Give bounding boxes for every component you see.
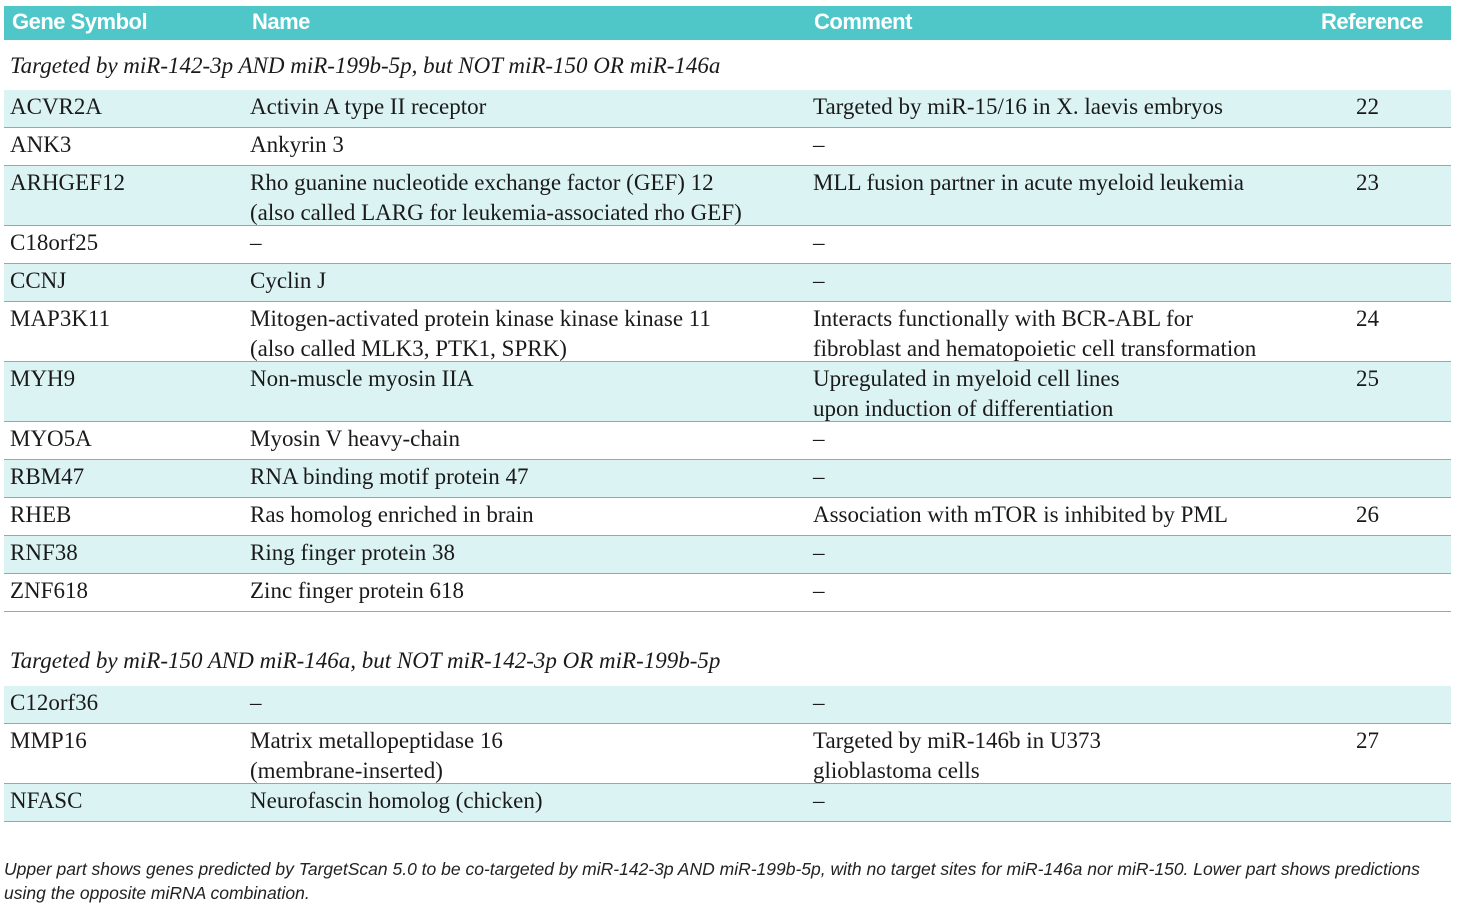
table-caption: Upper part shows genes predicted by TargetScan 5.0 to be co-targeted by miR-142-3p AND miR-199b-5p, with no target sites for miR-146a nor miR-150. Lower part shows predictions using the opposite miRNA combination. xyxy=(4,859,1420,903)
comment-cell: MLL fusion partner in acute myeloid leukemia xyxy=(813,170,1244,195)
comment-cell: – xyxy=(813,690,825,715)
table-row xyxy=(4,302,1451,362)
gene-symbol-cell: MAP3K11 xyxy=(10,306,111,331)
gene-symbol-cell: CCNJ xyxy=(10,268,67,293)
table-row xyxy=(4,422,1451,460)
gene-symbol-cell: MYO5A xyxy=(10,426,92,451)
table-row xyxy=(4,264,1451,302)
table-row xyxy=(4,724,1451,784)
header-gene-symbol: Gene Symbol xyxy=(12,9,148,34)
table-row xyxy=(4,686,1451,724)
reference-cell: 27 xyxy=(1356,728,1379,753)
gene-symbol-cell: ANK3 xyxy=(10,132,72,157)
gene-name-cell: Activin A type II receptor xyxy=(250,94,487,119)
reference-cell: 23 xyxy=(1356,170,1379,195)
gene-symbol-cell: MMP16 xyxy=(10,728,87,753)
comment-cell: Association with mTOR is inhibited by PML xyxy=(813,502,1228,527)
gene-name-cell: Non-muscle myosin IIA xyxy=(250,366,474,391)
comment-cell: – xyxy=(813,464,825,489)
table-row xyxy=(4,784,1451,822)
section-heading xyxy=(4,612,1451,686)
gene-name-cell: – xyxy=(250,230,262,255)
table-row xyxy=(4,460,1451,498)
gene-symbol-cell: NFASC xyxy=(10,788,83,813)
gene-name-cell: Matrix metallopeptidase 16 (membrane-inserted) xyxy=(250,728,503,783)
gene-table xyxy=(4,6,1451,822)
gene-name-cell: Ras homolog enriched in brain xyxy=(250,502,534,527)
table-row xyxy=(4,536,1451,574)
gene-name-cell: RNA binding motif protein 47 xyxy=(250,464,529,489)
gene-name-cell: Ring finger protein 38 xyxy=(250,540,456,565)
table-row xyxy=(4,498,1451,536)
comment-cell: Targeted by miR-146b in U373 glioblastoma cells xyxy=(813,728,1101,783)
reference-cell: 24 xyxy=(1356,306,1379,331)
table-header xyxy=(4,6,1451,40)
gene-symbol-cell: ZNF618 xyxy=(10,578,88,603)
gene-name-cell: Rho guanine nucleotide exchange factor (GEF) 12 (also called LARG for leukemia-associated rho GEF) xyxy=(250,170,742,225)
gene-name-cell: Neurofascin homolog (chicken) xyxy=(250,788,543,813)
gene-name-cell: Mitogen-activated protein kinase kinase kinase 11 (also called MLK3, PTK1, SPRK) xyxy=(250,306,711,361)
comment-cell: – xyxy=(813,578,825,603)
reference-cell: 22 xyxy=(1356,94,1379,119)
comment-cell: – xyxy=(813,426,825,451)
table-row xyxy=(4,362,1451,422)
table-row xyxy=(4,166,1451,226)
gene-name-cell: Myosin V heavy-chain xyxy=(250,426,460,451)
table-row xyxy=(4,574,1451,612)
section2-rows xyxy=(4,686,1451,822)
table-row xyxy=(4,226,1451,264)
comment-cell: Interacts functionally with BCR-ABL for fibroblast and hematopoietic cell transformation xyxy=(813,306,1257,361)
comment-cell: – xyxy=(813,268,825,293)
gene-symbol-cell: MYH9 xyxy=(10,366,76,391)
header-reference: Reference xyxy=(1321,9,1423,34)
header-name: Name xyxy=(252,9,310,34)
table-row xyxy=(4,90,1451,128)
comment-cell: Targeted by miR-15/16 in X. laevis embryos xyxy=(813,94,1223,119)
section1-rows xyxy=(4,90,1451,612)
section-heading xyxy=(4,40,1451,90)
gene-name-cell: Zinc finger protein 618 xyxy=(250,578,464,603)
comment-cell: – xyxy=(813,230,825,255)
gene-name-cell: – xyxy=(250,690,262,715)
reference-cell: 25 xyxy=(1356,366,1379,391)
gene-symbol-cell: C12orf36 xyxy=(10,690,99,715)
reference-cell: 26 xyxy=(1356,502,1379,527)
gene-symbol-cell: ARHGEF12 xyxy=(10,170,126,195)
gene-symbol-cell: RHEB xyxy=(10,502,72,527)
section1-title: Targeted by miR-142-3p AND miR-199b-5p, but NOT miR-150 OR miR-146a xyxy=(10,53,721,78)
header-comment: Comment xyxy=(814,9,912,34)
gene-name-cell: Ankyrin 3 xyxy=(250,132,344,157)
gene-symbol-cell: RBM47 xyxy=(10,464,85,489)
gene-symbol-cell: RNF38 xyxy=(10,540,78,565)
table-row xyxy=(4,128,1451,166)
gene-symbol-cell: C18orf25 xyxy=(10,230,99,255)
comment-cell: – xyxy=(813,540,825,565)
gene-name-cell: Cyclin J xyxy=(250,268,327,293)
gene-symbol-cell: ACVR2A xyxy=(10,94,103,119)
comment-cell: – xyxy=(813,788,825,813)
comment-cell: – xyxy=(813,132,825,157)
comment-cell: Upregulated in myeloid cell lines upon induction of differentiation xyxy=(813,366,1120,421)
section2-title: Targeted by miR-150 AND miR-146a, but NOT miR-142-3p OR miR-199b-5p xyxy=(10,648,721,673)
